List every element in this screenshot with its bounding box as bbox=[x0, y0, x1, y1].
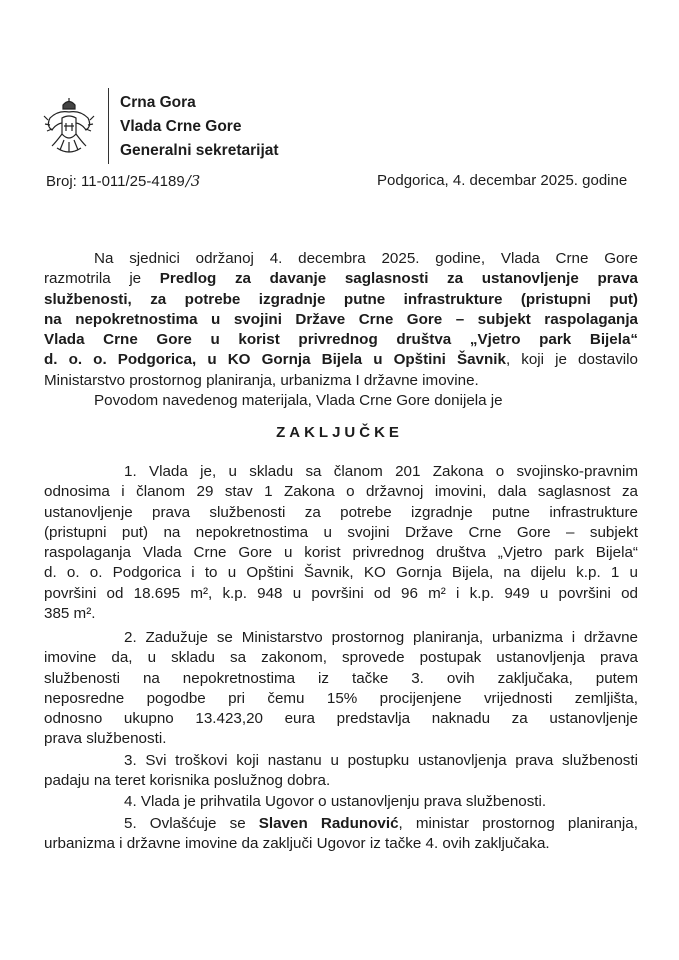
intro-paragraph bbox=[44, 249, 638, 411]
section-title: ZAKLJUČKE bbox=[276, 424, 403, 441]
intro-line: službenosti, za potrebe izgradnje putne infrastrukture (pristupni put) bbox=[44, 290, 638, 308]
intro-line: Povodom navedenog materijala, Vlada Crne Gore donijela je bbox=[94, 392, 503, 410]
item-2: 2. Zadužuje se Ministarstvo prostornog planiranja, urbanizma i državne imovine da, u skladu sa zakonom, sprovede postupak ustanovljenja prava službenosti na nepokretnostima iz tačke 3. ovih zaključaka, putem neposredne pogodbe pri čemu 15% procijenjene vrijednosti zemljišta, odnosno ukupno 13.423,20 eura predstavlja naknadu za ustanovljenje prava službenosti. bbox=[44, 629, 638, 748]
intro-line: Ministarstvo prostornog planiranja, urbanizma I državne imovine. bbox=[44, 371, 479, 389]
intro-line: Na sjednici održanoj 4. decembra 2025. godine, Vlada Crne Gore bbox=[94, 250, 638, 267]
item-1: 1. Vlada je, u skladu sa članom 201 Zakona o svojinsko-pravnim odnosima i članom 29 stav 1 Zakona o državnoj imovini, dala saglasnost za ustanovljenje prava službenosti za potrebe izgradnje putne infrastrukture (pristupni put) na nepokretnostima u svojini Države Crne Gore – subjekt raspolaganja Vlada Crne Gore u korist privrednog društva „Vjetro park Bijela“ d. o. o. Podgorica i to u Opštini Šavnik, KO Gornja Bijela, na dijelu k.p. 1 u površini od 18.695 m², k.p. 948 u površini od 96 m² i k.p. 949 u površini od 385 m². bbox=[44, 463, 638, 623]
letterhead bbox=[120, 91, 279, 163]
secretariat-name: Generalni sekretarijat bbox=[120, 142, 279, 159]
intro-line: Vlada Crne Gore u korist privrednog društva „Vjetro park Bijela“ bbox=[44, 331, 638, 349]
item-5: 5. Ovlašćuje se Slaven Radunović, ministar prostornog planiranja, urbanizma i državne imovine da zaključi Ugovor iz tačke 4. ovih zaključaka. bbox=[44, 815, 638, 853]
reference-number bbox=[46, 172, 200, 190]
item-3: 3. Svi troškovi koji nastanu u postupku ustanovljenja prava službenosti padaju na teret korisnika poslužnog dobra. bbox=[44, 752, 638, 790]
handwritten-mark: /3 bbox=[185, 172, 201, 190]
country-name: Crna Gora bbox=[120, 94, 196, 111]
document-date: Podgorica, 4. decembar 2025. godine bbox=[377, 172, 628, 189]
government-name: Vlada Crne Gore bbox=[120, 118, 242, 135]
broj-text: Broj: 11-011/25-4189 bbox=[46, 173, 185, 190]
item-4: 4. Vlada je prihvatila Ugovor o ustanovljenju prava službenosti. bbox=[124, 793, 547, 810]
intro-line: d. o. o. Podgorica, u KO Gornja Bijela u Opštini Šavnik, koji je dostavilo bbox=[44, 351, 638, 369]
coat-of-arms-emblem bbox=[42, 96, 96, 158]
intro-line: razmotrila je Predlog za davanje saglasnosti za ustanovljenje prava bbox=[44, 270, 638, 288]
minister-name: Slaven Radunović bbox=[258, 815, 399, 832]
intro-line: na nepokretnostima u svojini Države Crne Gore – subjekt raspolaganja bbox=[44, 310, 638, 328]
header-divider bbox=[108, 88, 109, 164]
